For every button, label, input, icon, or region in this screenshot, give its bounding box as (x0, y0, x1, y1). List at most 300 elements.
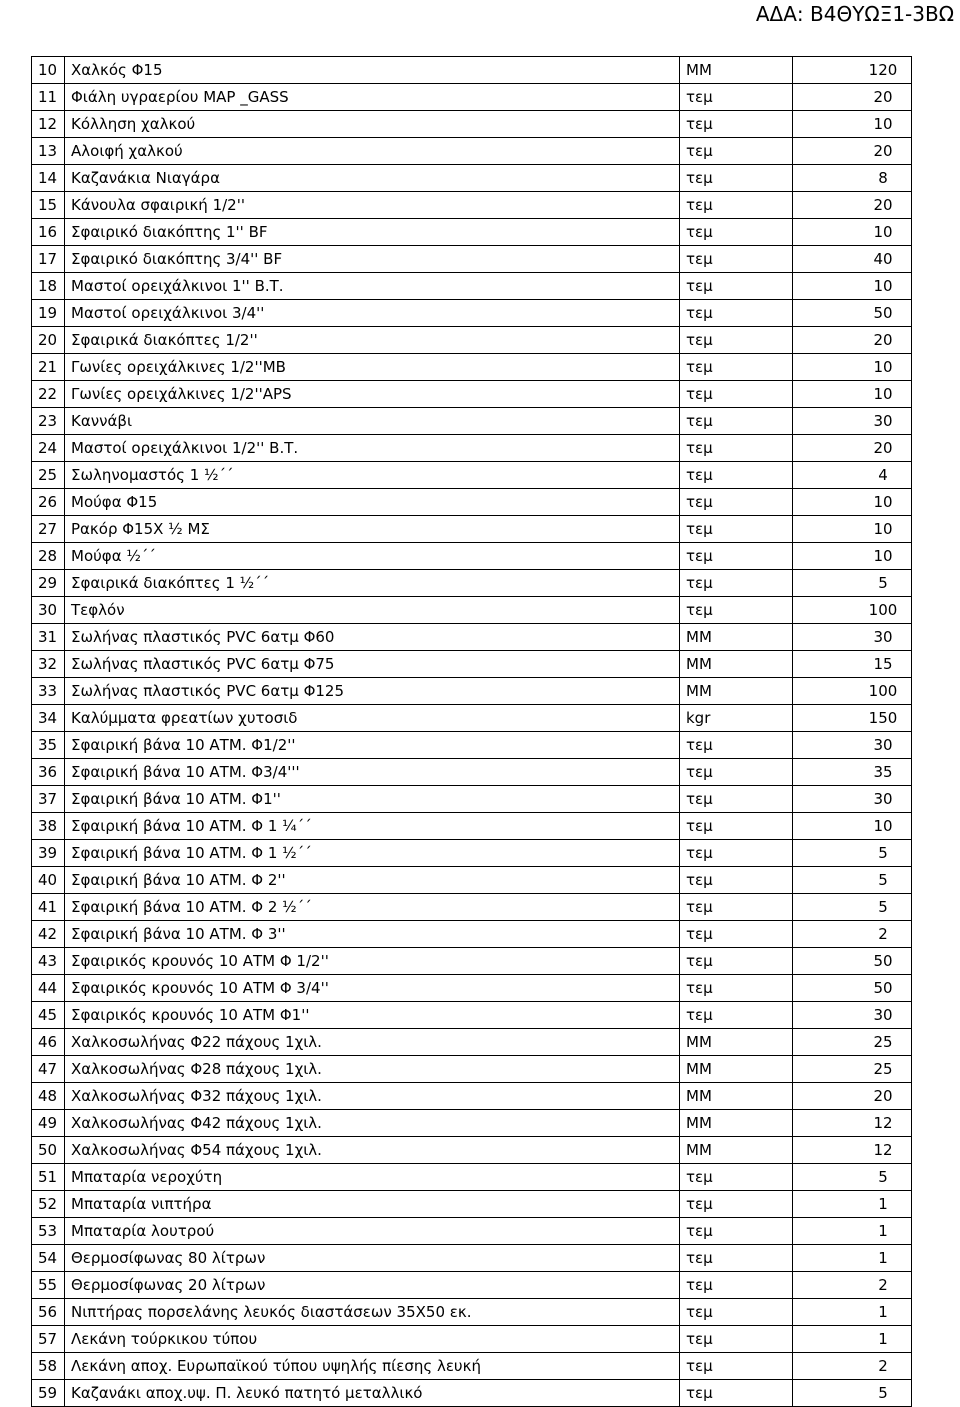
item-number: 26 (32, 489, 65, 516)
item-number: 31 (32, 624, 65, 651)
item-number: 45 (32, 1002, 65, 1029)
table-row (32, 1218, 912, 1245)
item-unit: τεμ (680, 192, 793, 219)
table-row (32, 273, 912, 300)
item-quantity (793, 165, 912, 192)
item-quantity (793, 327, 912, 354)
item-quantity (793, 759, 912, 786)
table-row (32, 165, 912, 192)
table-row (32, 651, 912, 678)
item-description: Μπαταρία νιπτήρα (65, 1191, 680, 1218)
item-number: 37 (32, 786, 65, 813)
item-number: 17 (32, 246, 65, 273)
quantity-value: 10 (873, 493, 893, 511)
quantity-value: 2 (878, 1357, 888, 1375)
item-unit: τεμ (680, 1191, 793, 1218)
quantity-value: 30 (873, 1006, 893, 1024)
item-description: Καζανάκι αποχ.υψ. Π. λευκό πατητό μεταλλικό (65, 1380, 680, 1407)
item-number: 23 (32, 408, 65, 435)
quantity-value: 30 (873, 412, 893, 430)
item-quantity (793, 597, 912, 624)
item-number: 59 (32, 1380, 65, 1407)
item-quantity (793, 1029, 912, 1056)
item-description: Θερμοσίφωνας 20 λίτρων (65, 1272, 680, 1299)
item-description: Σφαιρικά διακόπτες 1/2'' (65, 327, 680, 354)
quantity-value: 4 (878, 466, 888, 484)
quantity-value: 10 (873, 520, 893, 538)
item-unit: τεμ (680, 489, 793, 516)
table-row (32, 516, 912, 543)
item-description: Καζανάκια Νιαγάρα (65, 165, 680, 192)
item-unit: ΜΜ (680, 1083, 793, 1110)
item-description: Σφαιρική βάνα 10 ΑΤΜ. Φ1/2'' (65, 732, 680, 759)
table-row (32, 1245, 912, 1272)
item-number: 44 (32, 975, 65, 1002)
quantity-value: 1 (878, 1303, 888, 1321)
item-quantity (793, 1272, 912, 1299)
quantity-value: 2 (878, 925, 888, 943)
item-quantity (793, 300, 912, 327)
item-description: Νιπτήρας πορσελάνης λευκός διαστάσεων 35Χ50 εκ. (65, 1299, 680, 1326)
item-number: 36 (32, 759, 65, 786)
table-row (32, 246, 912, 273)
item-quantity (793, 462, 912, 489)
item-quantity (793, 1137, 912, 1164)
item-quantity (793, 354, 912, 381)
item-number: 24 (32, 435, 65, 462)
quantity-value: 30 (873, 628, 893, 646)
item-description: Σωλήνας πλαστικός PVC 6ατμ Φ60 (65, 624, 680, 651)
item-description: Λεκάνη τούρκικου τύπου (65, 1326, 680, 1353)
item-number: 51 (32, 1164, 65, 1191)
item-quantity (793, 1191, 912, 1218)
item-description: Σφαιρική βάνα 10 ΑΤΜ. Φ 1 ¼΄΄ (65, 813, 680, 840)
item-description: Φιάλη υγραερίου MAP _GASS (65, 84, 680, 111)
item-quantity (793, 678, 912, 705)
item-number: 46 (32, 1029, 65, 1056)
table-row (32, 1002, 912, 1029)
quantity-value: 50 (873, 979, 893, 997)
item-number: 58 (32, 1353, 65, 1380)
item-quantity (793, 1056, 912, 1083)
item-description: Μαστοί ορειχάλκινοι 1/2'' Β.Τ. (65, 435, 680, 462)
table-row (32, 327, 912, 354)
item-description: Σφαιρικός κρουνός 10 ΑΤΜ Φ1'' (65, 1002, 680, 1029)
table-row (32, 1029, 912, 1056)
item-description: Σφαιρικός κρουνός 10 ΑΤΜ Φ 1/2'' (65, 948, 680, 975)
quantity-value: 12 (873, 1141, 893, 1159)
item-quantity (793, 543, 912, 570)
item-description: Χαλκός Φ15 (65, 57, 680, 84)
item-number: 19 (32, 300, 65, 327)
table-row (32, 1272, 912, 1299)
item-unit: τεμ (680, 1299, 793, 1326)
item-description: Χαλκοσωλήνας Φ42 πάχους 1χιλ. (65, 1110, 680, 1137)
item-quantity (793, 867, 912, 894)
item-unit: τεμ (680, 84, 793, 111)
table-row (32, 813, 912, 840)
items-table-body (32, 57, 912, 1407)
item-number: 13 (32, 138, 65, 165)
quantity-value: 20 (873, 439, 893, 457)
item-number: 40 (32, 867, 65, 894)
item-quantity (793, 516, 912, 543)
item-number: 33 (32, 678, 65, 705)
table-row (32, 1299, 912, 1326)
quantity-value: 25 (873, 1033, 893, 1051)
table-row (32, 732, 912, 759)
table-row (32, 300, 912, 327)
quantity-value: 10 (873, 385, 893, 403)
item-description: Γωνίες ορειχάλκινες 1/2''APS (65, 381, 680, 408)
quantity-value: 12 (873, 1114, 893, 1132)
item-quantity (793, 489, 912, 516)
item-number: 34 (32, 705, 65, 732)
item-unit: τεμ (680, 948, 793, 975)
item-unit: τεμ (680, 273, 793, 300)
ada-code: ΑΔΑ: Β4ΘΥΩΞ1-3ΒΩ (755, 2, 954, 26)
item-number: 49 (32, 1110, 65, 1137)
item-unit: τεμ (680, 1164, 793, 1191)
item-description: Χαλκοσωλήνας Φ28 πάχους 1χιλ. (65, 1056, 680, 1083)
item-unit: τεμ (680, 786, 793, 813)
quantity-value: 10 (873, 115, 893, 133)
item-description: Σφαιρικό διακόπτης 1'' BF (65, 219, 680, 246)
item-quantity (793, 273, 912, 300)
item-description: Ρακόρ Φ15Χ ½ ΜΣ (65, 516, 680, 543)
table-row (32, 1083, 912, 1110)
quantity-value: 25 (873, 1060, 893, 1078)
item-description: Σφαιρική βάνα 10 ΑΤΜ. Φ 3'' (65, 921, 680, 948)
item-unit: τεμ (680, 138, 793, 165)
item-description: Μπαταρία νεροχύτη (65, 1164, 680, 1191)
item-unit: τεμ (680, 1353, 793, 1380)
item-number: 48 (32, 1083, 65, 1110)
quantity-value: 30 (873, 736, 893, 754)
table-row (32, 894, 912, 921)
item-unit: ΜΜ (680, 651, 793, 678)
item-description: Θερμοσίφωνας 80 λίτρων (65, 1245, 680, 1272)
item-quantity (793, 1353, 912, 1380)
table-row (32, 435, 912, 462)
quantity-value: 5 (878, 574, 888, 592)
item-description: Σωλήνας πλαστικός PVC 6ατμ Φ125 (65, 678, 680, 705)
table-row (32, 624, 912, 651)
item-quantity (793, 813, 912, 840)
item-number: 28 (32, 543, 65, 570)
item-number: 50 (32, 1137, 65, 1164)
quantity-value: 5 (878, 844, 888, 862)
item-number: 35 (32, 732, 65, 759)
item-number: 42 (32, 921, 65, 948)
table-row (32, 1056, 912, 1083)
table-row (32, 570, 912, 597)
item-description: Καννάβι (65, 408, 680, 435)
item-quantity (793, 975, 912, 1002)
table-row (32, 219, 912, 246)
table-row (32, 975, 912, 1002)
item-quantity (793, 1380, 912, 1407)
item-number: 52 (32, 1191, 65, 1218)
quantity-value: 50 (873, 952, 893, 970)
item-quantity (793, 651, 912, 678)
quantity-value: 10 (873, 358, 893, 376)
item-number: 27 (32, 516, 65, 543)
item-number: 56 (32, 1299, 65, 1326)
item-unit: τεμ (680, 516, 793, 543)
item-unit: τεμ (680, 300, 793, 327)
item-description: Σφαιρικό διακόπτης 3/4'' BF (65, 246, 680, 273)
item-unit: ΜΜ (680, 678, 793, 705)
item-number: 43 (32, 948, 65, 975)
item-description: Μούφα ½΄΄ (65, 543, 680, 570)
item-description: Μαστοί ορειχάλκινοι 1'' Β.Τ. (65, 273, 680, 300)
item-description: Τεφλόν (65, 597, 680, 624)
item-quantity (793, 84, 912, 111)
item-unit: τεμ (680, 246, 793, 273)
item-number: 14 (32, 165, 65, 192)
item-description: Χαλκοσωλήνας Φ54 πάχους 1χιλ. (65, 1137, 680, 1164)
item-description: Σφαιρική βάνα 10 ΑΤΜ. Φ 2 ½΄΄ (65, 894, 680, 921)
quantity-value: 5 (878, 1384, 888, 1402)
item-description: Μαστοί ορειχάλκινοι 3/4'' (65, 300, 680, 327)
item-number: 20 (32, 327, 65, 354)
item-number: 16 (32, 219, 65, 246)
item-description: Γωνίες ορειχάλκινες 1/2''ΜΒ (65, 354, 680, 381)
item-quantity (793, 435, 912, 462)
quantity-value: 10 (873, 277, 893, 295)
quantity-value: 1 (878, 1249, 888, 1267)
item-description: Σωλήνας πλαστικός PVC 6ατμ Φ75 (65, 651, 680, 678)
quantity-value: 10 (873, 547, 893, 565)
item-description: Αλοιφή χαλκού (65, 138, 680, 165)
item-unit: kgr (680, 705, 793, 732)
item-quantity (793, 138, 912, 165)
item-description: Μούφα Φ15 (65, 489, 680, 516)
item-number: 29 (32, 570, 65, 597)
item-description: Σφαιρική βάνα 10 ΑΤΜ. Φ 1 ½΄΄ (65, 840, 680, 867)
quantity-value: 35 (873, 763, 893, 781)
item-quantity (793, 1083, 912, 1110)
item-description: Μπαταρία λουτρού (65, 1218, 680, 1245)
item-quantity (793, 1164, 912, 1191)
table-row (32, 678, 912, 705)
quantity-value: 50 (873, 304, 893, 322)
item-unit: τεμ (680, 1380, 793, 1407)
item-unit: τεμ (680, 462, 793, 489)
item-unit: ΜΜ (680, 1137, 793, 1164)
item-quantity (793, 408, 912, 435)
item-quantity (793, 1002, 912, 1029)
quantity-value: 120 (868, 61, 898, 79)
quantity-value: 5 (878, 1168, 888, 1186)
item-unit: τεμ (680, 408, 793, 435)
item-number: 47 (32, 1056, 65, 1083)
quantity-value: 10 (873, 817, 893, 835)
item-unit: τεμ (680, 732, 793, 759)
item-quantity (793, 1110, 912, 1137)
table-row (32, 597, 912, 624)
item-unit: τεμ (680, 975, 793, 1002)
item-quantity (793, 948, 912, 975)
item-unit: τεμ (680, 597, 793, 624)
item-description: Σφαιρική βάνα 10 ΑΤΜ. Φ 2'' (65, 867, 680, 894)
table-row (32, 1164, 912, 1191)
table-row (32, 489, 912, 516)
table-row (32, 1326, 912, 1353)
item-unit: τεμ (680, 813, 793, 840)
item-number: 11 (32, 84, 65, 111)
item-description: Κόλληση χαλκού (65, 111, 680, 138)
quantity-value: 100 (868, 601, 898, 619)
table-row (32, 1110, 912, 1137)
table-row (32, 867, 912, 894)
item-unit: τεμ (680, 921, 793, 948)
item-number: 15 (32, 192, 65, 219)
item-description: Λεκάνη αποχ. Ευρωπαϊκού τύπου υψηλής πίεσης λευκή (65, 1353, 680, 1380)
item-number: 12 (32, 111, 65, 138)
item-quantity (793, 894, 912, 921)
item-unit: τεμ (680, 435, 793, 462)
item-unit: τεμ (680, 1245, 793, 1272)
item-unit: τεμ (680, 840, 793, 867)
item-description: Σφαιρική βάνα 10 ΑΤΜ. Φ3/4''' (65, 759, 680, 786)
quantity-value: 5 (878, 898, 888, 916)
item-description: Καλύμματα φρεατίων χυτοσιδ (65, 705, 680, 732)
table-row (32, 840, 912, 867)
quantity-value: 1 (878, 1222, 888, 1240)
item-description: Σφαιρική βάνα 10 ΑΤΜ. Φ1'' (65, 786, 680, 813)
item-unit: τεμ (680, 219, 793, 246)
item-quantity (793, 57, 912, 84)
item-unit: τεμ (680, 165, 793, 192)
item-description: Σφαιρικός κρουνός 10 ΑΤΜ Φ 3/4'' (65, 975, 680, 1002)
item-description: Κάνουλα σφαιρική 1/2'' (65, 192, 680, 219)
item-quantity (793, 246, 912, 273)
item-unit: τεμ (680, 354, 793, 381)
item-number: 32 (32, 651, 65, 678)
item-number: 25 (32, 462, 65, 489)
item-unit: τεμ (680, 111, 793, 138)
item-quantity (793, 624, 912, 651)
item-unit: τεμ (680, 381, 793, 408)
table-row (32, 543, 912, 570)
item-unit: τεμ (680, 543, 793, 570)
quantity-value: 100 (868, 682, 898, 700)
item-unit: τεμ (680, 759, 793, 786)
item-unit: τεμ (680, 1326, 793, 1353)
item-unit: τεμ (680, 867, 793, 894)
quantity-value: 8 (878, 169, 888, 187)
item-unit: τεμ (680, 1218, 793, 1245)
item-quantity (793, 921, 912, 948)
table-row (32, 1353, 912, 1380)
table-row (32, 948, 912, 975)
table-row (32, 705, 912, 732)
quantity-value: 20 (873, 88, 893, 106)
item-unit: τεμ (680, 1002, 793, 1029)
item-quantity (793, 570, 912, 597)
item-unit: τεμ (680, 570, 793, 597)
item-number: 38 (32, 813, 65, 840)
table-row (32, 786, 912, 813)
item-quantity (793, 1218, 912, 1245)
table-row (32, 462, 912, 489)
item-number: 39 (32, 840, 65, 867)
table-row (32, 759, 912, 786)
item-quantity (793, 732, 912, 759)
item-description: Χαλκοσωλήνας Φ32 πάχους 1χιλ. (65, 1083, 680, 1110)
item-unit: τεμ (680, 1272, 793, 1299)
item-number: 18 (32, 273, 65, 300)
quantity-value: 5 (878, 871, 888, 889)
item-unit: τεμ (680, 894, 793, 921)
quantity-value: 2 (878, 1276, 888, 1294)
table-row (32, 381, 912, 408)
item-quantity (793, 1299, 912, 1326)
item-unit: τεμ (680, 327, 793, 354)
quantity-value: 20 (873, 1087, 893, 1105)
item-quantity (793, 381, 912, 408)
item-quantity (793, 192, 912, 219)
item-unit: ΜΜ (680, 1056, 793, 1083)
items-table (31, 56, 912, 1407)
table-row (32, 84, 912, 111)
item-unit: ΜΜ (680, 57, 793, 84)
item-unit: ΜΜ (680, 1029, 793, 1056)
item-quantity (793, 840, 912, 867)
item-number: 21 (32, 354, 65, 381)
item-description: Σωληνομαστός 1 ½΄΄ (65, 462, 680, 489)
table-row (32, 57, 912, 84)
quantity-value: 20 (873, 142, 893, 160)
item-quantity (793, 111, 912, 138)
quantity-value: 40 (873, 250, 893, 268)
item-description: Σφαιρικά διακόπτες 1 ½΄΄ (65, 570, 680, 597)
quantity-value: 10 (873, 223, 893, 241)
item-unit: ΜΜ (680, 1110, 793, 1137)
item-quantity (793, 1326, 912, 1353)
quantity-value: 15 (873, 655, 893, 673)
table-row (32, 408, 912, 435)
item-number: 30 (32, 597, 65, 624)
item-quantity (793, 786, 912, 813)
quantity-value: 30 (873, 790, 893, 808)
item-unit: ΜΜ (680, 624, 793, 651)
item-quantity (793, 1245, 912, 1272)
table-row (32, 1191, 912, 1218)
table-row (32, 138, 912, 165)
table-row (32, 921, 912, 948)
quantity-value: 20 (873, 331, 893, 349)
table-row (32, 1380, 912, 1407)
table-row (32, 192, 912, 219)
item-description: Χαλκοσωλήνας Φ22 πάχους 1χιλ. (65, 1029, 680, 1056)
table-row (32, 1137, 912, 1164)
table-row (32, 111, 912, 138)
item-number: 55 (32, 1272, 65, 1299)
item-number: 10 (32, 57, 65, 84)
item-number: 54 (32, 1245, 65, 1272)
quantity-value: 1 (878, 1330, 888, 1348)
quantity-value: 150 (868, 709, 898, 727)
quantity-value: 20 (873, 196, 893, 214)
item-number: 53 (32, 1218, 65, 1245)
quantity-value: 1 (878, 1195, 888, 1213)
item-number: 22 (32, 381, 65, 408)
item-number: 41 (32, 894, 65, 921)
table-row (32, 354, 912, 381)
